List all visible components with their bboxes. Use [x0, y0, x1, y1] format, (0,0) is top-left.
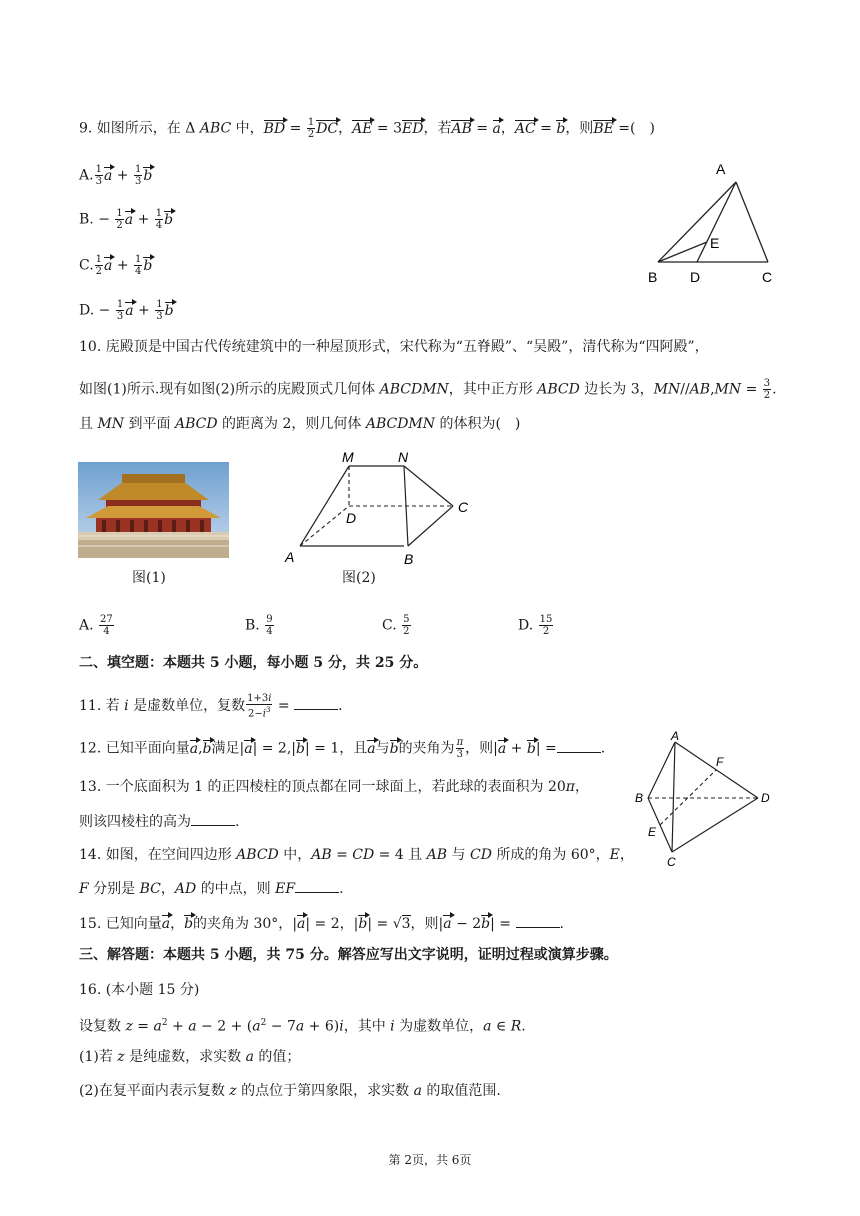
- q11: 11. 若 i 是虚数单位，复数 $\frac{1+3i}{2-i^3}$ = .: [79, 693, 343, 720]
- q9-option-c: C. $\frac{1}{2}$ a + $\frac{1}{4}$ b: [79, 254, 153, 277]
- q10-line1: 10. 庑殿顶是中国古代传统建筑中的一种屋顶形式，宋代称为“五脊殿”、“吴殿”，清代称为“四阿殿”，: [79, 339, 709, 355]
- q16-stem: 设复数 $z = a^2 + a - 2 + (a^2 - 7a + 6)i$，其中 i 为虚数单位，a ∈ R.: [79, 1018, 526, 1035]
- q9-triangle-figure: [640, 158, 790, 288]
- fig2-label-n: N: [398, 449, 409, 465]
- page-footer: 第 2页，共 6页: [388, 1153, 472, 1167]
- q13-line2: 则该四棱柱的高为 .: [79, 811, 239, 832]
- fig2-label-d: D: [346, 510, 357, 526]
- q16-title: 16. (本小题 15 分): [79, 982, 200, 998]
- q9-label-d: D: [690, 269, 701, 285]
- section-2-heading: 二、填空题：本题共 5 小题，每小题 5 分，共 25 分。: [79, 655, 428, 671]
- section-3-heading: 三、解答题：本题共 5 小题，共 75 分。解答应写出文字说明，证明过程或演算步骤。: [79, 947, 618, 963]
- q10-geometry-figure: [280, 448, 480, 570]
- q10-option-b: B. $\frac{9}{4}$: [245, 614, 273, 637]
- q9-label-b: B: [648, 269, 658, 285]
- fig2-label-a: A: [285, 549, 295, 565]
- q9-label-a: A: [716, 161, 726, 177]
- q14-label-d: D: [761, 791, 770, 805]
- q9-label-c: C: [762, 269, 773, 285]
- q9-label-e: E: [710, 235, 720, 251]
- q9-option-b: B. − $\frac{1}{2}$ a + $\frac{1}{4}$ b: [79, 208, 174, 231]
- q16-part1: (1)若 z 是纯虚数，求实数 a 的值；: [79, 1049, 301, 1065]
- q10-option-c: C. $\frac{5}{2}$: [382, 614, 410, 637]
- q10-option-d: D. $\frac{15}{2}$: [518, 614, 553, 637]
- q12: 12. 已知平面向量a,b满足|a| = 2,|b| = 1，且a与b的夹角为 $\frac{\pi}{3}$ ，则|a + b| = .: [79, 737, 606, 760]
- q14-line1: 14. 如图，在空间四边形 ABCD 中，AB = CD = 4 且 AB 与 CD 所成的角为 60°，E，: [79, 847, 634, 863]
- q14-label-a: A: [671, 730, 680, 743]
- q16-part2: (2)在复平面内表示复数 z 的点位于第四象限，求实数 a 的取值范围.: [79, 1083, 501, 1099]
- palace-photo: [78, 462, 229, 558]
- q9-option-a: A. $\frac{1}{3}$ a + $\frac{1}{3}$ b: [79, 164, 153, 187]
- q14-tetrahedron-figure: [630, 730, 780, 870]
- q15: 15. 已知向量a，b的夹角为 30°，|a| = 2，|b| = √3，则|a − 2b| = .: [79, 913, 564, 934]
- fig2-caption: 图(2): [342, 570, 376, 586]
- fig2-label-c: C: [458, 499, 469, 515]
- q14-line2: F 分别是 BC，AD 的中点，则 EF .: [79, 878, 344, 899]
- q14-label-e: E: [648, 825, 657, 839]
- q14-label-f: F: [716, 755, 724, 769]
- q9-option-d: D. − $\frac{1}{3}$ a + $\frac{1}{3}$ b: [79, 299, 174, 322]
- q13-line1: 13. 一个底面积为 1 的正四棱柱的顶点都在同一球面上，若此球的表面积为 20π，: [79, 779, 589, 795]
- q10-line3: 且 MN 到平面 ABCD 的距离为 2，则几何体 ABCDMN 的体积为( ): [79, 416, 521, 432]
- fig2-label-b: B: [404, 551, 414, 567]
- q10-line2: 如图(1)所示.现有如图(2)所示的庑殿顶式几何体 ABCDMN，其中正方形 ABCD 边长为 3，MN//AB,MN = $\frac{3}{2}$ .: [79, 378, 777, 401]
- q14-label-c: C: [667, 855, 676, 869]
- q10-option-a: A. $\frac{27}{4}$: [79, 614, 113, 637]
- q9-stem: 9. 如图所示，在 Δ ABC 中，BD = $\frac{1}{2}$ DC，AE = 3ED，若AB = a，AC = b，则BE =( ): [79, 117, 655, 140]
- q14-label-b: B: [635, 791, 644, 805]
- fig2-label-m: M: [342, 449, 354, 465]
- fig1-caption: 图(1): [132, 570, 166, 586]
